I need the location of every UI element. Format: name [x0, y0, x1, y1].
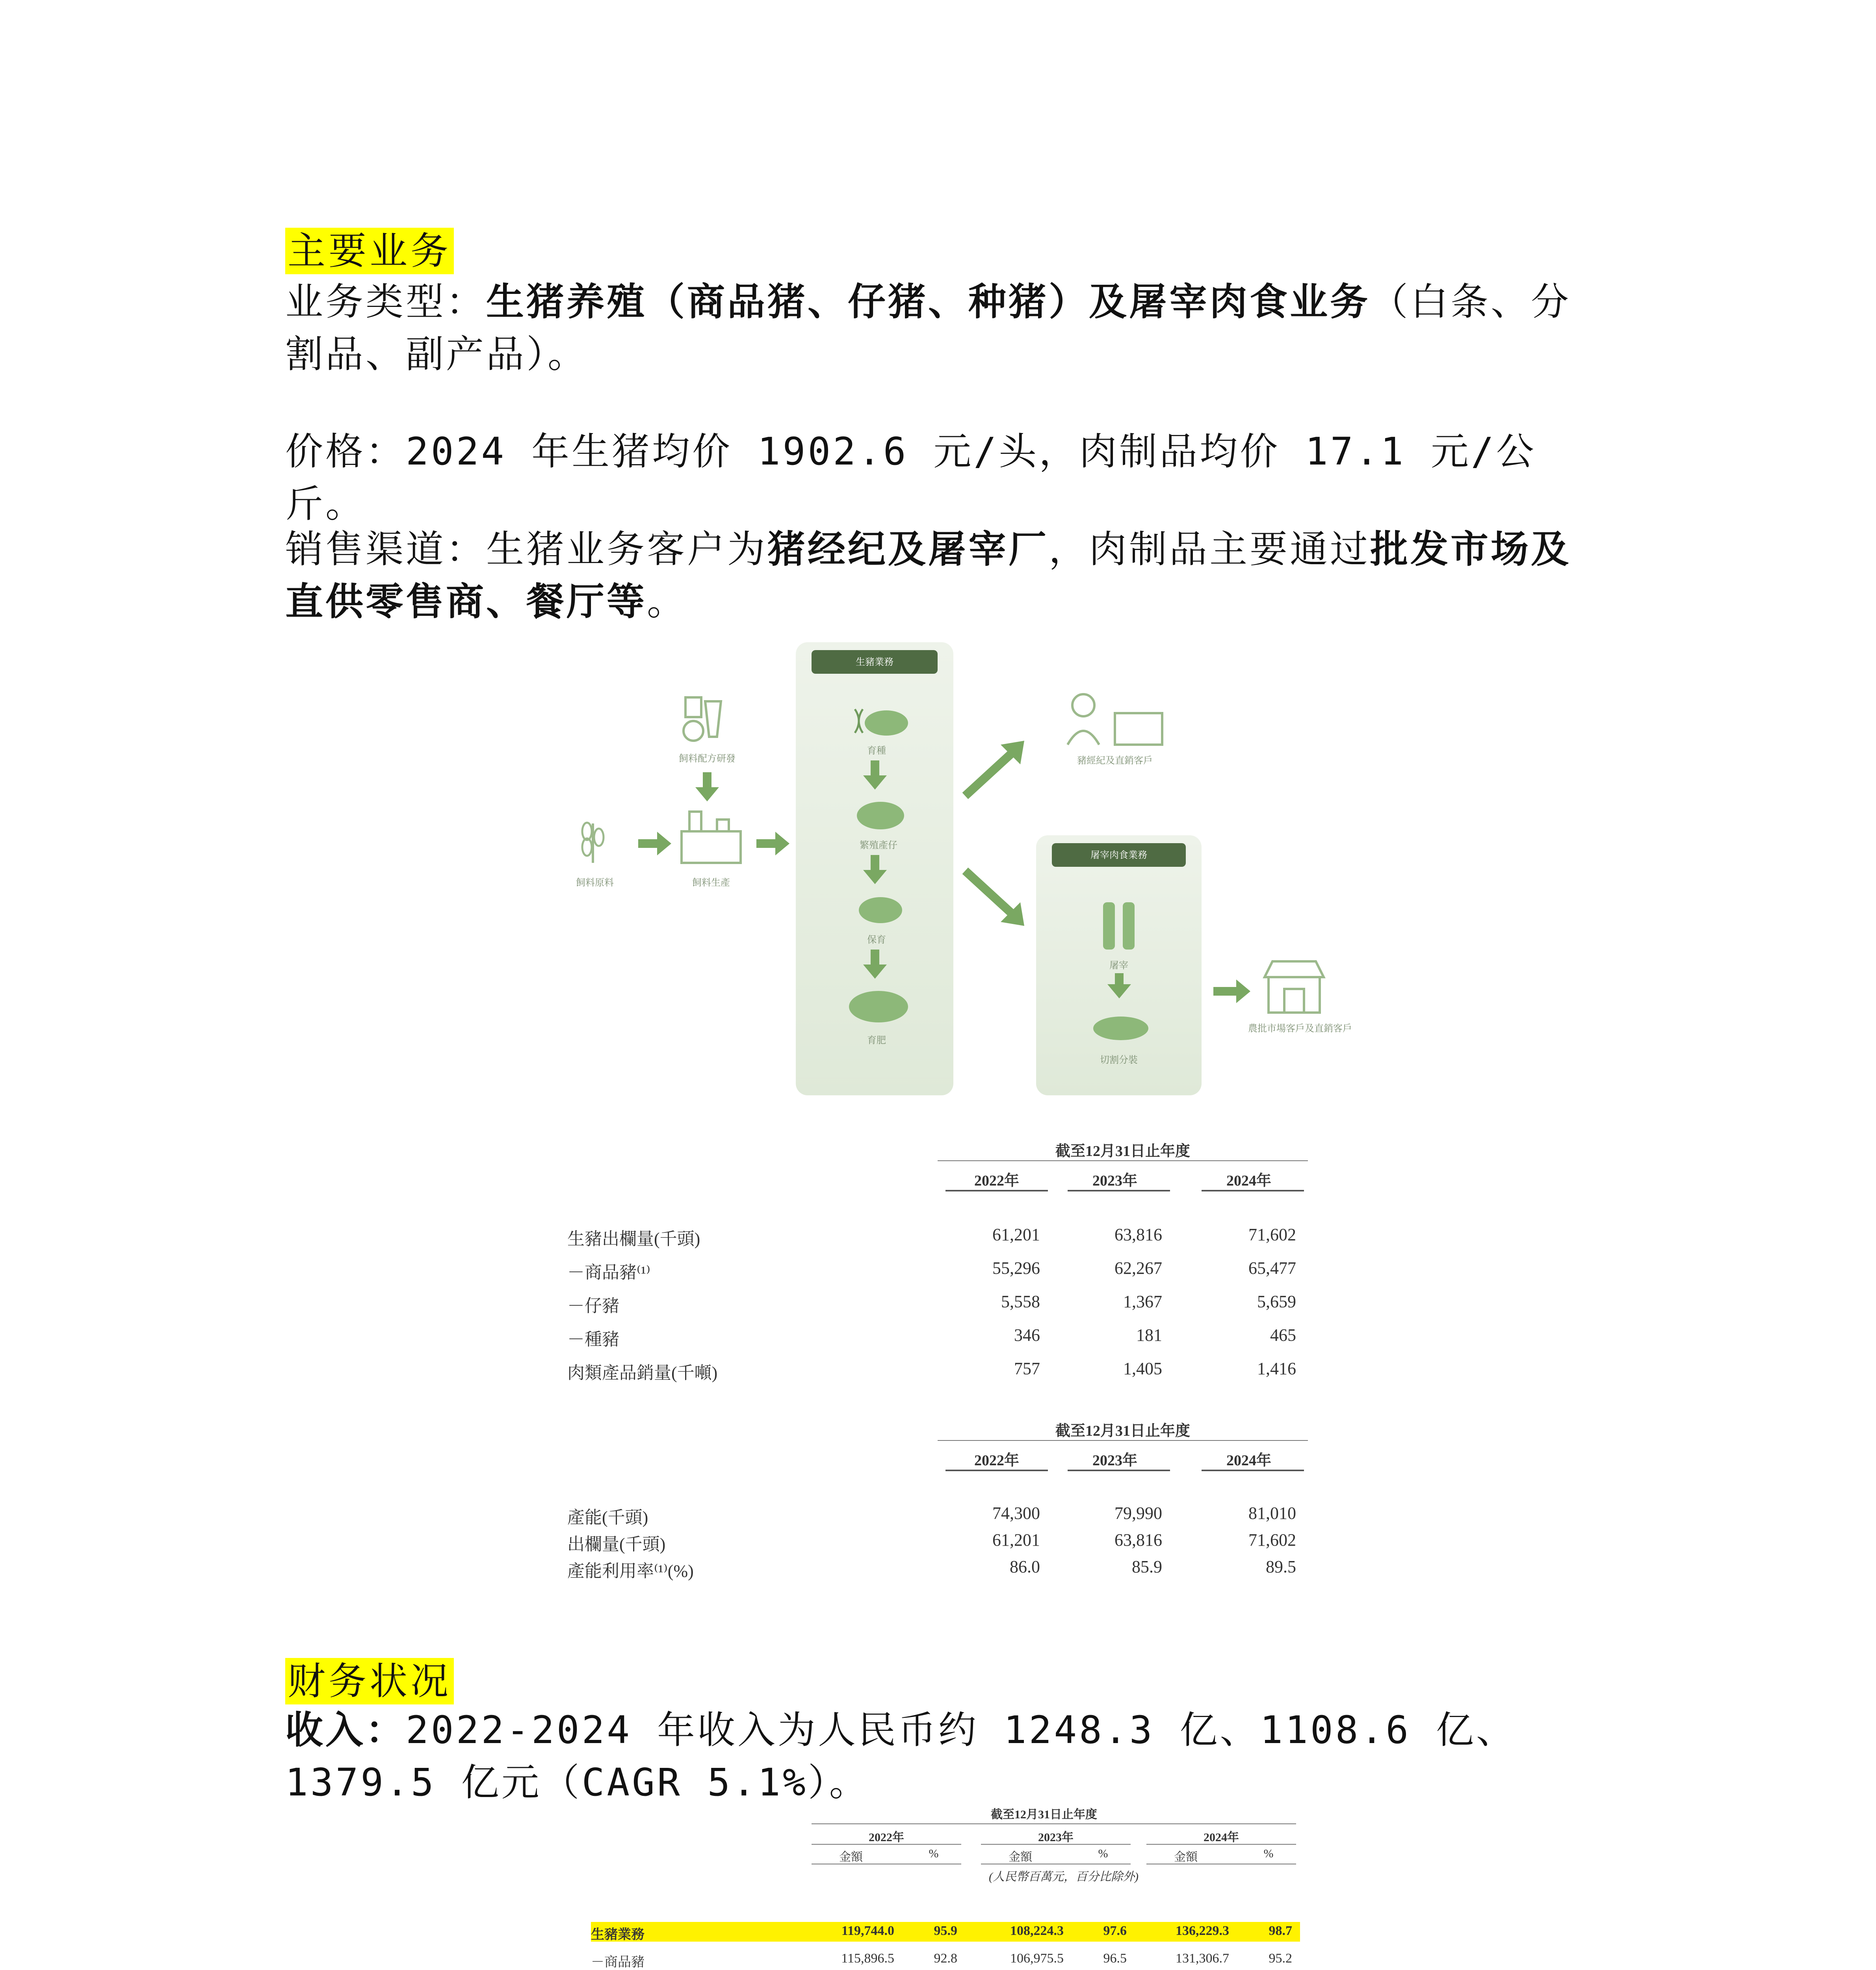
price-paragraph: 价格：2024 年生猪均价 1902.6 元/头，肉制品均价 17.1 元/公斤。	[285, 429, 1536, 526]
table-title: 截至12月31日止年度	[1055, 1143, 1190, 1160]
business-type-bold: 生猪养殖（商品猪、仔猪、种猪）及屠宰肉食业务	[486, 280, 1370, 324]
table-cell: 346	[1014, 1325, 1040, 1345]
year-header: 2022年	[869, 1831, 904, 1844]
table-cell: 65,477	[1248, 1258, 1296, 1278]
table-row-label: 肉類產品銷量(千噸)	[567, 1363, 718, 1383]
label-slaughter: 屠宰	[1109, 960, 1128, 971]
table-cell: 63,816	[1114, 1530, 1162, 1550]
table-row-label: 生豬出欄量(千頭)	[567, 1229, 700, 1249]
label-finishing: 育肥	[867, 1035, 886, 1046]
label-feed-raw: 飼料原料	[576, 877, 614, 888]
channel-end: 。	[647, 580, 687, 624]
table-cell: 115,896.5	[841, 1951, 894, 1966]
sow-piglet-icon	[851, 796, 910, 835]
year-header: 2023年	[1092, 1173, 1137, 1189]
sub-header: 金額	[839, 1851, 863, 1864]
table-cell: 1,367	[1123, 1292, 1162, 1311]
year-header: 2024年	[1226, 1173, 1271, 1189]
table-cell: 757	[1014, 1359, 1040, 1378]
arrow-up-right-icon	[961, 737, 1028, 800]
label-nursery: 保育	[867, 934, 886, 945]
table-cell: 97.6	[1103, 1924, 1127, 1938]
year-header: 2024年	[1226, 1452, 1271, 1469]
lab-flask-icon	[678, 693, 737, 745]
table-row-label: －商品豬	[591, 1955, 645, 1970]
year-header: 2022年	[974, 1452, 1019, 1469]
table-cell: 61,201	[992, 1225, 1040, 1244]
revenue-table	[591, 1805, 1308, 1970]
year-header: 2023年	[1038, 1831, 1074, 1844]
table-cell: 1,416	[1257, 1359, 1296, 1378]
label-broker-customers: 豬經紀及直銷客戶	[1077, 755, 1153, 766]
table-cell: 96.5	[1103, 1951, 1127, 1966]
year-header: 2024年	[1204, 1831, 1239, 1844]
sub-header: %	[1098, 1847, 1108, 1860]
channel-bold-2: 批发市场及直供零售商、餐厅等	[285, 527, 1571, 624]
section-heading-business: 主要业务	[285, 228, 454, 274]
table-row-label: 出欄量(千頭)	[567, 1535, 666, 1554]
table-cell: 89.5	[1266, 1557, 1296, 1576]
table-cell: 136,229.3	[1176, 1924, 1229, 1938]
sales-channel-paragraph	[285, 523, 1601, 628]
slaughter-title: 屠宰肉食業務	[1052, 843, 1186, 867]
finishing-pig-icon	[843, 985, 914, 1028]
sub-header: 金額	[1174, 1851, 1198, 1864]
arrow-down-right-icon	[961, 867, 1028, 930]
label-market-customers: 農批市場客戶及直銷客戶	[1248, 1023, 1352, 1034]
year-header: 2022年	[974, 1173, 1019, 1189]
table-cell: 63,816	[1114, 1225, 1162, 1244]
table-cell: 85.9	[1132, 1557, 1162, 1576]
business-type-paragraph	[285, 276, 1601, 381]
table-cell: 95.9	[934, 1924, 957, 1938]
table-row-label: 生豬業務	[591, 1927, 645, 1942]
table-cell: 95.2	[1269, 1951, 1292, 1966]
table-row-label: －商品豬⁽¹⁾	[567, 1263, 650, 1282]
label-feed-production: 飼料生產	[692, 877, 730, 888]
table-cell: 106,975.5	[1010, 1951, 1064, 1966]
table-cell: 465	[1270, 1325, 1296, 1345]
sub-header: 金額	[1009, 1851, 1032, 1864]
table-cell: 181	[1136, 1325, 1162, 1345]
table-cell: 74,300	[992, 1504, 1040, 1523]
table-cell: 71,602	[1248, 1225, 1296, 1244]
income-paragraph	[285, 1704, 1601, 1809]
carcass-icon	[1095, 898, 1142, 953]
table-cell: 92.8	[934, 1951, 957, 1966]
section-heading-finance: 财务状况	[285, 1658, 454, 1704]
broker-factory-icon	[1064, 690, 1166, 749]
table-cell: 5,558	[1001, 1292, 1040, 1311]
table-row-label: 產能利用率⁽¹⁾(%)	[567, 1561, 694, 1581]
table-row-label: －種豬	[567, 1330, 619, 1349]
table-cell: 81,010	[1248, 1504, 1296, 1523]
sub-header: %	[929, 1847, 939, 1860]
business-type-rest: （白条、分割品、副产品）。	[285, 280, 1571, 376]
table-row-label: 產能(千頭)	[567, 1508, 648, 1527]
table-row-label: －仔豬	[567, 1296, 619, 1316]
year-header: 2023年	[1092, 1452, 1137, 1469]
label-feed-formula: 飼料配方研發	[679, 753, 736, 764]
sub-header: %	[1263, 1847, 1274, 1860]
factory-icon	[678, 808, 745, 867]
table-title: 截至12月31日止年度	[1055, 1423, 1190, 1439]
store-icon	[1261, 957, 1328, 1017]
table-title: 截至12月31日止年度	[991, 1808, 1097, 1821]
table-cell: 86.0	[1010, 1557, 1040, 1576]
table-cell: 1,405	[1123, 1359, 1162, 1378]
table-cell: 55,296	[992, 1258, 1040, 1278]
income-label: 收入：	[285, 1708, 406, 1752]
nursery-pig-icon	[851, 890, 910, 930]
cut-meat-icon	[1087, 1005, 1154, 1044]
income-text: 2022-2024 年收入为人民币约 1248.3 亿、1108.6 亿、1379.5 亿元（CAGR 5.1%）。	[285, 1708, 1516, 1805]
table-cell: 131,306.7	[1176, 1951, 1229, 1966]
capacity-table	[567, 1414, 1316, 1604]
table-cell: 79,990	[1114, 1504, 1162, 1523]
wheat-icon	[567, 816, 619, 867]
business-flow-diagram	[567, 638, 1363, 1103]
channel-bold-1: 猪经纪及屠宰厂	[767, 527, 1049, 571]
table-cell: 62,267	[1114, 1258, 1162, 1278]
table-cell: 98.7	[1269, 1924, 1292, 1938]
table-cell: 108,224.3	[1010, 1924, 1064, 1938]
label-farrowing: 繁殖產仔	[860, 840, 897, 851]
dna-pig-icon	[851, 701, 910, 741]
label-breeding: 育種	[867, 745, 886, 756]
channel-label: 销售渠道：生猪业务客户为	[285, 527, 767, 571]
table-cell: 5,659	[1257, 1292, 1296, 1311]
label-cutting: 切割分裝	[1100, 1054, 1138, 1065]
sales-volume-table	[567, 1135, 1316, 1411]
table-cell: 71,602	[1248, 1530, 1296, 1550]
unit-note: (人民幣百萬元，百分比除外)	[989, 1870, 1139, 1883]
business-type-label: 业务类型：	[285, 280, 486, 324]
table-cell: 61,201	[992, 1530, 1040, 1550]
channel-mid: ，肉制品主要通过	[1049, 527, 1370, 571]
pig-business-title: 生豬業務	[812, 650, 938, 674]
table-cell: 119,744.0	[841, 1924, 894, 1938]
